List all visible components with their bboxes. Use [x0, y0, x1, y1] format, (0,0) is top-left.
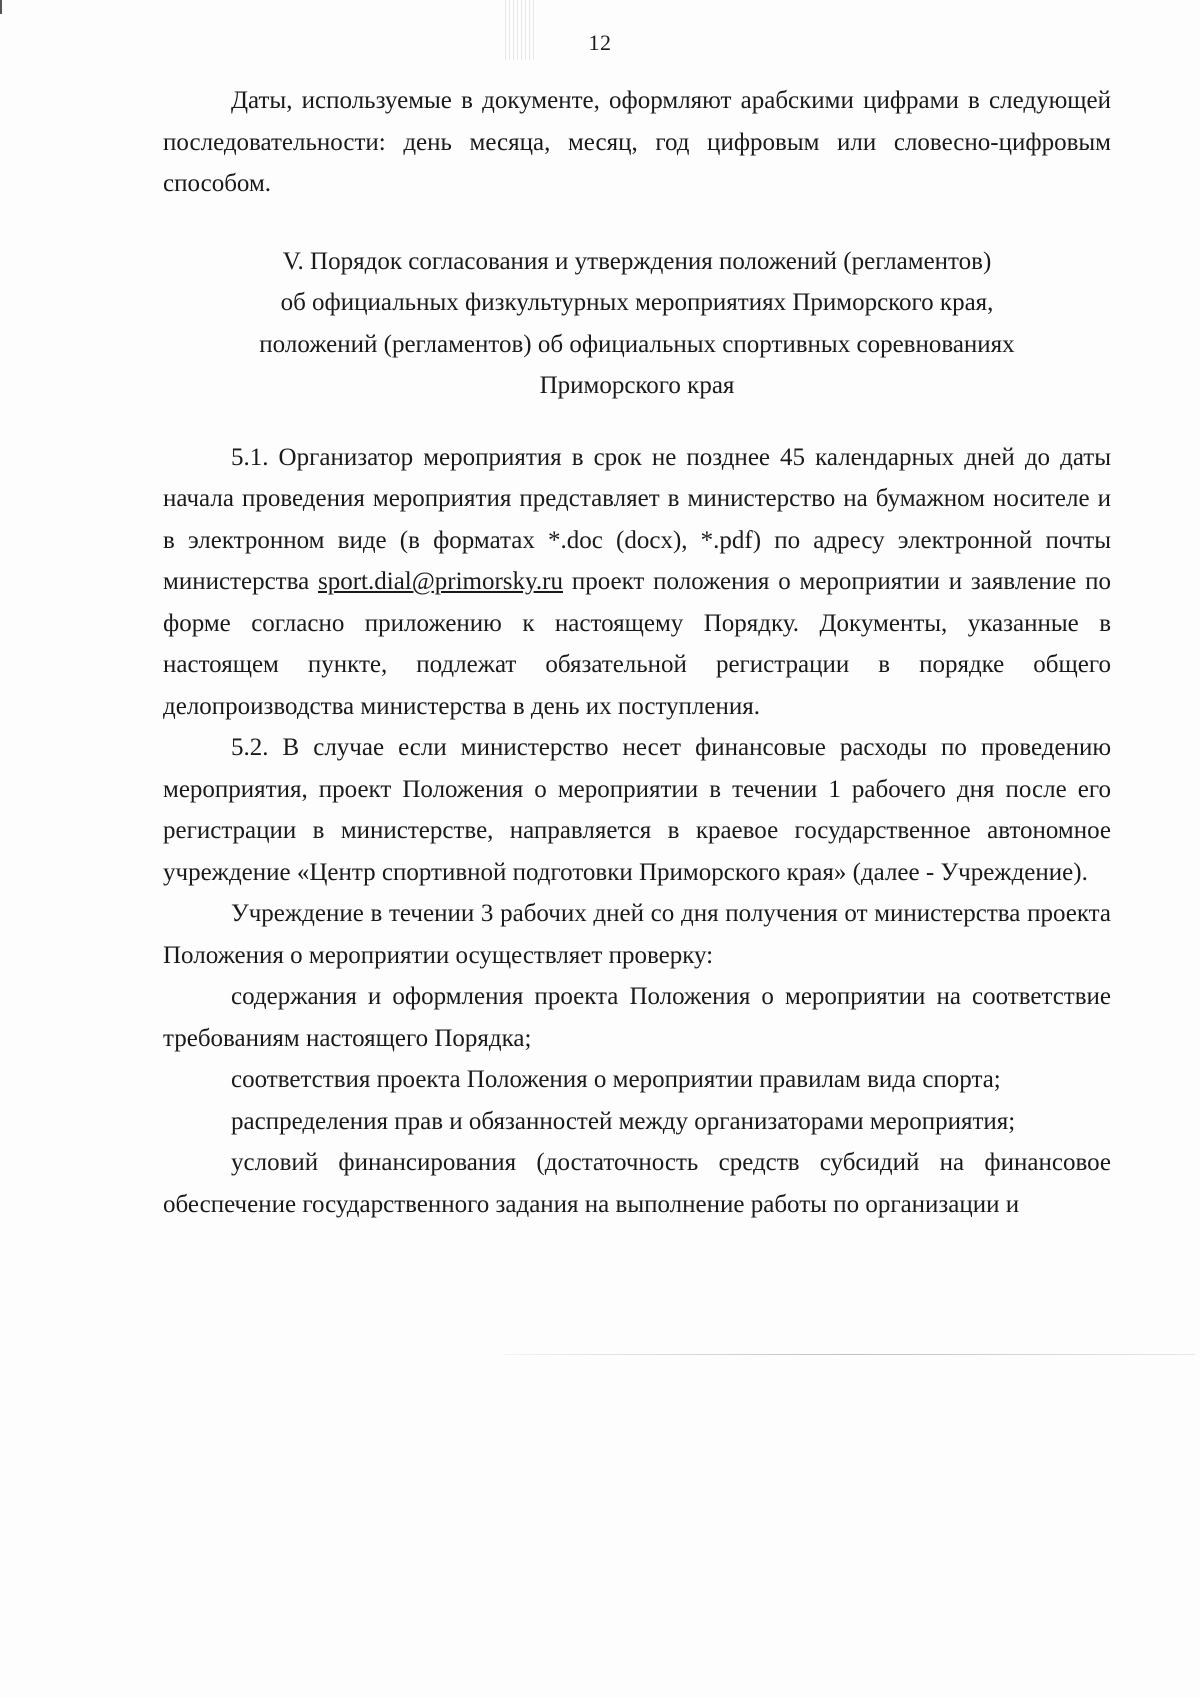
- paragraph-dates: Даты, используемые в документе, оформляют арабскими цифрами в следующей последовательности: день месяца, месяц, год цифровым или словесно-цифровым способом.: [163, 87, 1111, 197]
- scan-artifact-line: [505, 1354, 1195, 1355]
- section-heading-line-1: V. Порядок согласования и утверждения положений (регламентов): [282, 247, 992, 275]
- clause-5-1-part-2: проект положения о мероприятии и заявление по форме согласно приложению к настоящему Порядку. Документы, указанные в настоящем пункте, подлежат обязательной регистрации в порядке общего делопроизводства министерства в день их поступления.: [163, 568, 1111, 720]
- check-item-1: содержания и оформления проекта Положения о мероприятии на соответствие требованиям настоящего Порядка;: [163, 983, 1111, 1052]
- section-heading: [163, 241, 1111, 407]
- section-heading-line-4: Приморского края: [539, 372, 735, 399]
- institution-check-intro: Учреждение в течении 3 рабочих дней со дня получения от министерства проекта Положения о мероприятии осуществляет проверку:: [163, 900, 1111, 969]
- check-item-4: условий финансирования (достаточность средств субсидий на финансовое обеспечение государственного задания на выполнение работы по организации и: [163, 1149, 1111, 1218]
- check-item-2: соответствия проекта Положения о мероприятии правилам вида спорта;: [231, 1066, 1001, 1093]
- clause-5-1: [163, 437, 1111, 728]
- scan-artifact-left: [0, 0, 2, 14]
- clause-5-2: 5.2. В случае если министерство несет финансовые расходы по проведению мероприятия, проект Положения о мероприятии в течении 1 рабочего дня после его регистрации в министерстве, направляется в краевое государственное автономное учреждение «Центр спортивной подготовки Приморского края» (далее - Учреждение).: [163, 734, 1111, 886]
- document-body: [163, 80, 1111, 1225]
- clause-5-1-part-1: 5.1. Организатор мероприятия в срок не позднее 45 календарных дней до даты начала проведения мероприятия представляет в министерство на бумажном носителе и в электронном виде (в форматах *.doc (docx), *.pdf) по адресу электронной почты министерства: [163, 443, 1111, 595]
- section-heading-line-3: положений (регламентов) об официальных спортивных соревнованиях: [259, 330, 1015, 358]
- check-item-3: распределения прав и обязанностей между организаторами мероприятия;: [231, 1107, 1016, 1135]
- ministry-email-link[interactable]: sport.dial@primorsky.ru: [318, 568, 563, 595]
- section-heading-line-2: об официальных физкультурных мероприятиях Приморского края,: [280, 289, 994, 316]
- page-number: 12: [588, 30, 612, 55]
